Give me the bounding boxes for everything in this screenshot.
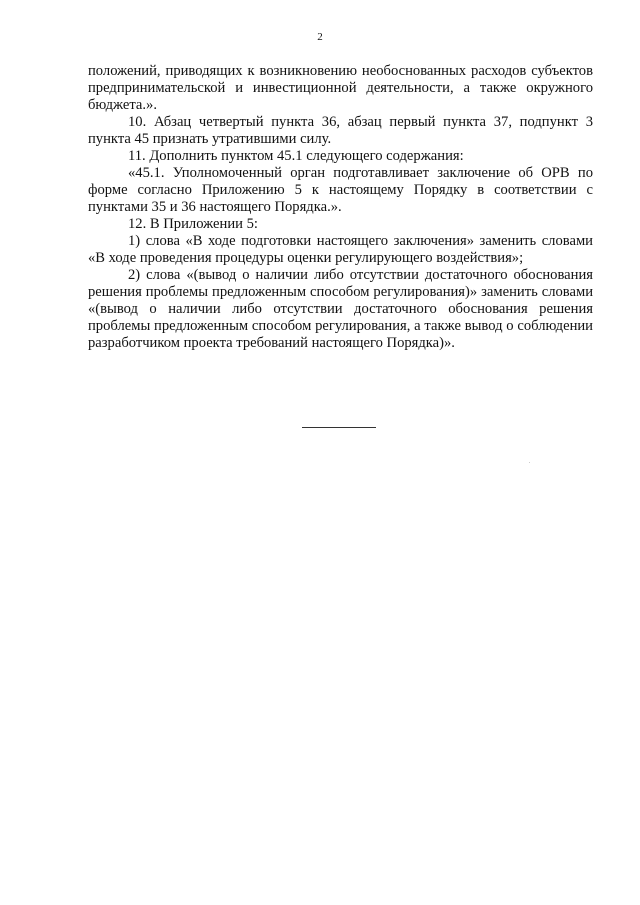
- paragraph-item-45-1: «45.1. Уполномоченный орган подготавливает заключение об ОРВ по форме согласно Приложению 5 к настоящему Порядку в соответствии с пунктами 35 и 36 настоящего Порядка.».: [88, 165, 593, 215]
- document-body: [88, 63, 593, 352]
- paragraph-item-12: 12. В Приложении 5:: [128, 216, 258, 232]
- page-number: 2: [317, 31, 323, 43]
- paragraph-continuation: положений, приводящих к возникновению необоснованных расходов субъектов предпринимательской и инвестиционной деятельности, а также окружного бюджета.».: [88, 63, 593, 113]
- scan-speck: [529, 462, 530, 463]
- separator-line: [302, 427, 376, 428]
- paragraph-item-11: 11. Дополнить пунктом 45.1 следующего содержания:: [128, 148, 464, 164]
- paragraph-item-10: 10. Абзац четвертый пункта 36, абзац первый пункта 37, подпункт 3 пункта 45 признать утратившими силу.: [88, 114, 593, 147]
- paragraph-subitem-1: 1) слова «В ходе подготовки настоящего заключения» заменить словами «В ходе проведения процедуры оценки регулирующего воздействия»;: [88, 233, 593, 266]
- paragraph-subitem-2: 2) слова «(вывод о наличии либо отсутствии достаточного обоснования решения проблемы предложенным способом регулирования)» заменить словами «(вывод о наличии либо отсутствии достаточного обоснования решения проблемы предложенным способом регулирования, а также вывод о соблюдении разработчиком проекта требований настоящего Порядка)».: [88, 267, 593, 351]
